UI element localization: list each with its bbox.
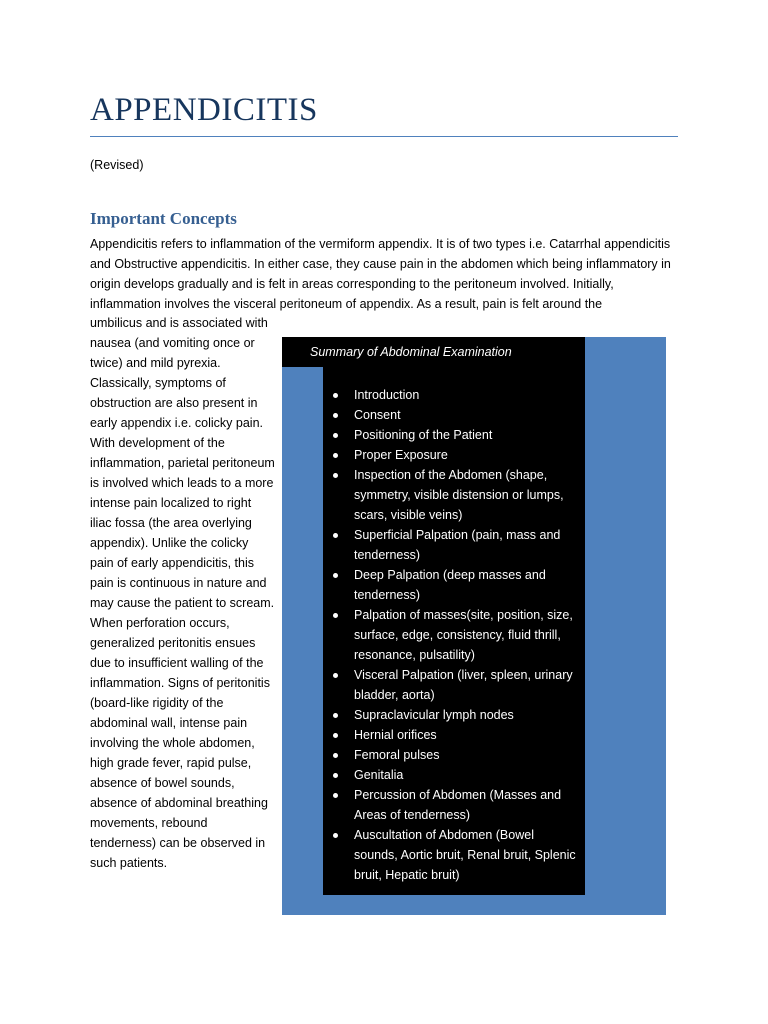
- list-item-femoral-pulses: Femoral pulses: [323, 745, 585, 765]
- list-item-hernial-orifices: Hernial orifices: [323, 725, 585, 745]
- title-underline: [90, 136, 678, 137]
- revision-note: (Revised): [90, 158, 144, 172]
- body-paragraph: umbilicus and is associated with nausea (and vomiting once or twice) and mild pyrexia. Classically, symptoms of obstruction are also present in early appendix i.e. colicky pain. With development of the inflammation, parietal peritoneum is involved which leads to a more intense pain localized to right iliac fossa (the area overlying appendix). Unlike the colicky pain of early appendicitis, this pain is continuous in nature and may cause the patient to scream. When perforation occurs, generalized peritonitis ensues due to insufficient walling of the inflammation. Signs of peritonitis (board-like rigidity of the abdominal wall, intense pain involving the whole abdomen, high grade fever, rapid pulse, absence of bowel sounds, absence of abdominal breathing movements, rebound tenderness) can be observed in such patients.: [90, 316, 275, 870]
- sidebar-panel: [323, 367, 585, 895]
- list-item-consent: Consent: [323, 405, 585, 425]
- list-item-genitalia: Genitalia: [323, 765, 585, 785]
- list-item-positioning: Positioning of the Patient: [323, 425, 585, 445]
- list-item-lymph-nodes: Supraclavicular lymph nodes: [323, 705, 585, 725]
- document-title: APPENDICITIS: [90, 92, 318, 128]
- list-item-inspection: Inspection of the Abdomen (shape, symmetry, visible distension or lumps, scars, visible veins): [323, 465, 585, 525]
- list-item-visceral-palpation: Visceral Palpation (liver, spleen, urinary bladder, aorta): [323, 665, 585, 705]
- list-item-auscultation: Auscultation of Abdomen (Bowel sounds, Aortic bruit, Renal bruit, Splenic bruit, Hepatic bruit): [323, 825, 585, 885]
- list-item-percussion: Percussion of Abdomen (Masses and Areas of tenderness): [323, 785, 585, 825]
- examination-summary-sidebar: [282, 337, 666, 915]
- list-item-introduction: Introduction: [323, 385, 585, 405]
- sidebar-title: Summary of Abdominal Examination: [282, 337, 585, 367]
- list-item-deep-palpation: Deep Palpation (deep masses and tenderness): [323, 565, 585, 605]
- intro-paragraph: Appendicitis refers to inflammation of the vermiform appendix. It is of two types i.e. Catarrhal appendicitis and Obstructive appendicitis. In either case, they cause pain in the abdomen which being inflammatory in origin develops gradually and is felt in areas corresponding to the peritoneum involved. Initially, inflammation involves the visceral peritoneum of appendix. As a result, pain is felt around the: [90, 237, 671, 311]
- list-item-exposure: Proper Exposure: [323, 445, 585, 465]
- list-item-superficial-palpation: Superficial Palpation (pain, mass and tenderness): [323, 525, 585, 565]
- examination-steps-list: [323, 385, 585, 885]
- section-heading: Important Concepts: [90, 209, 237, 228]
- list-item-palpation-of-masses: Palpation of masses(site, position, size, surface, edge, consistency, fluid thrill, resonance, pulsatility): [323, 605, 585, 665]
